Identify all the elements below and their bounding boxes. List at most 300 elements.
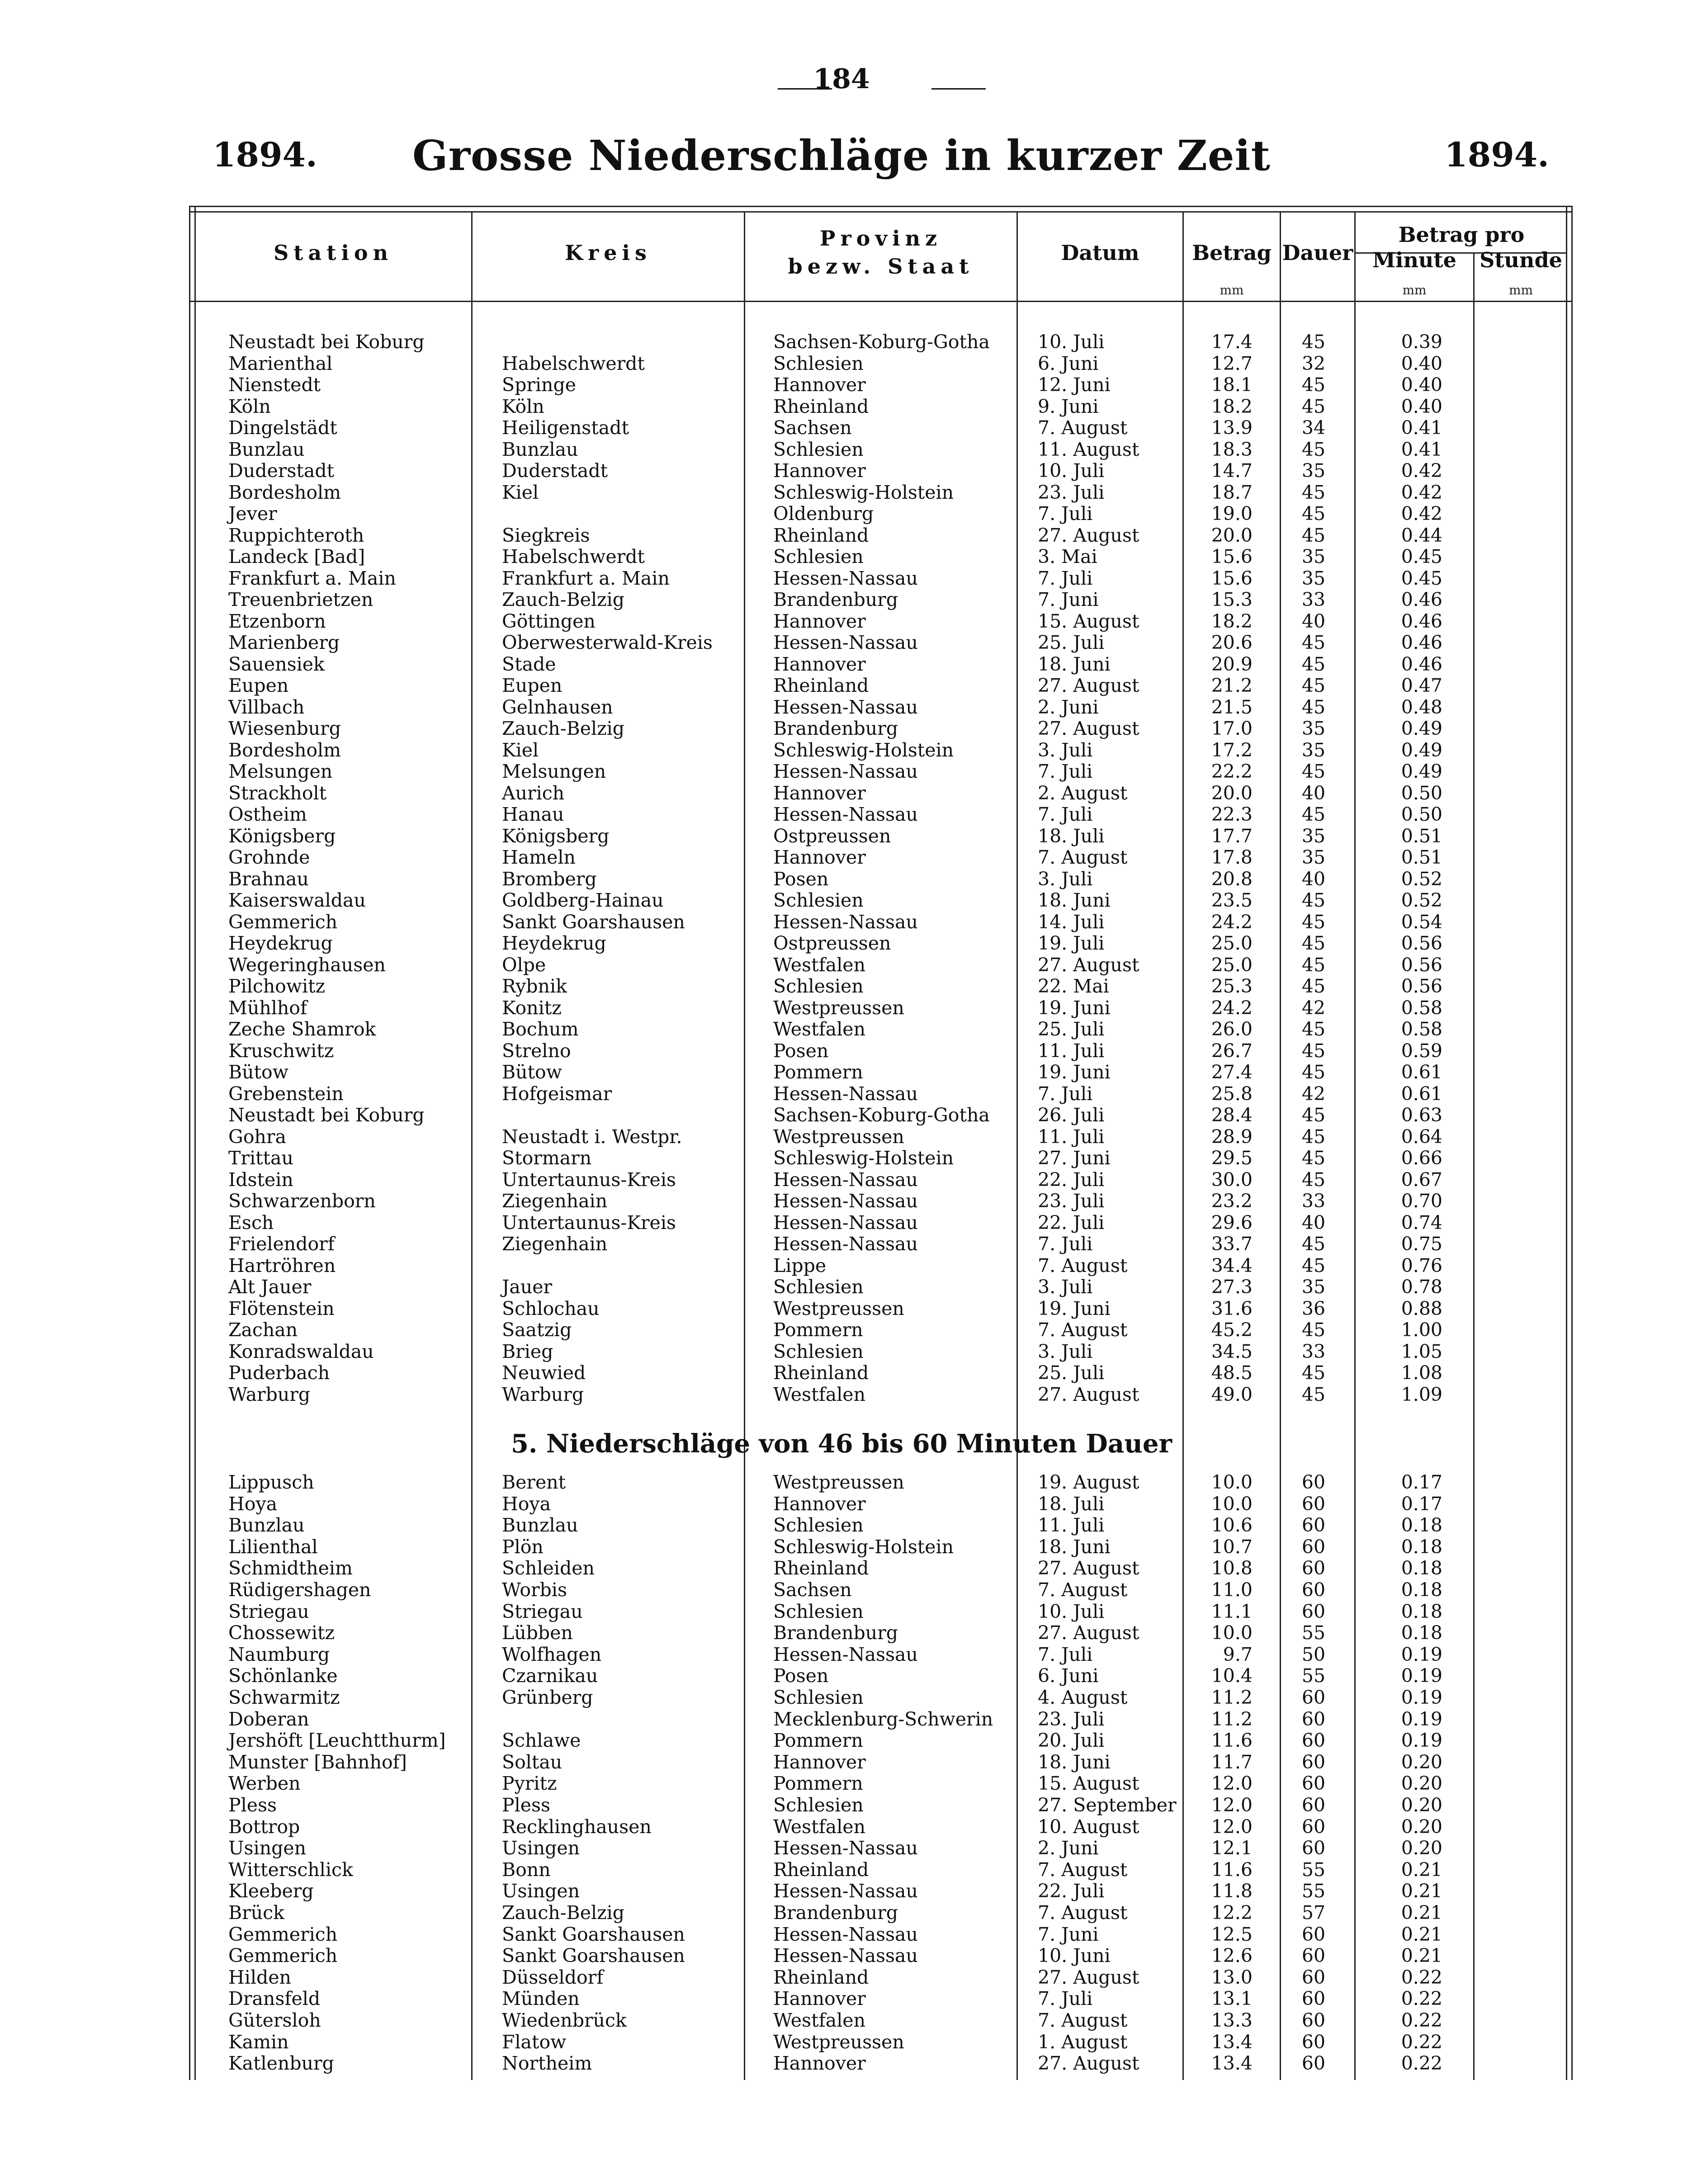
cell-kreis: Kiel — [502, 481, 539, 503]
table-row — [0, 1924, 1683, 1946]
cell-datum: 12. Juni — [1038, 374, 1111, 396]
cell-station: Zachan — [228, 1319, 298, 1341]
cell-betrag: 25.8 — [1211, 1083, 1253, 1105]
cell-minute: 0.51 — [1401, 825, 1442, 847]
table-row — [0, 396, 1683, 418]
cell-minute: 0.49 — [1401, 739, 1442, 761]
cell-provinz: Hannover — [773, 782, 866, 804]
cell-kreis: Düsseldorf — [502, 1966, 604, 1988]
cell-station: Treuenbrietzen — [228, 589, 373, 610]
cell-station: Marienberg — [228, 632, 340, 653]
table-row — [0, 1795, 1683, 1816]
table-row — [0, 1384, 1683, 1406]
cell-betrag: 13.9 — [1211, 417, 1253, 439]
cell-station: Chossewitz — [228, 1622, 335, 1644]
cell-kreis: Stormarn — [502, 1147, 592, 1169]
cell-datum: 27. August — [1038, 1966, 1139, 1988]
cell-datum: 18. Juli — [1038, 825, 1105, 847]
cell-provinz: Hannover — [773, 846, 866, 868]
cell-minute: 0.18 — [1401, 1600, 1442, 1622]
cell-minute: 0.41 — [1401, 438, 1442, 460]
cell-station: Idstein — [228, 1168, 293, 1191]
cell-kreis: Habelschwerdt — [502, 546, 645, 567]
cell-betrag: 20.9 — [1211, 653, 1253, 675]
table-row — [0, 1019, 1683, 1040]
cell-minute: 0.50 — [1401, 804, 1442, 825]
cell-datum: 7. August — [1038, 417, 1128, 439]
unit-minute: mm — [1402, 283, 1427, 298]
cell-betrag: 10.7 — [1211, 1536, 1253, 1558]
cell-betrag: 31.6 — [1211, 1297, 1253, 1319]
table-row — [0, 1515, 1683, 1536]
table-row — [0, 1665, 1683, 1687]
table-row — [0, 1040, 1683, 1062]
cell-datum: 1. August — [1038, 2031, 1128, 2053]
cell-dauer: 60 — [1301, 1945, 1326, 1967]
cell-minute: 0.63 — [1401, 1104, 1442, 1126]
cell-station: Schönlanke — [228, 1665, 338, 1687]
cell-minute: 0.52 — [1401, 889, 1442, 911]
table-row — [0, 1083, 1683, 1105]
cell-minute: 0.50 — [1401, 782, 1442, 804]
cell-minute: 0.17 — [1401, 1493, 1442, 1515]
cell-dauer: 34 — [1301, 417, 1326, 439]
cell-minute: 0.20 — [1401, 1773, 1442, 1795]
cell-station: Brück — [228, 1902, 284, 1924]
cell-kreis: Zauch-Belzig — [502, 1902, 625, 1924]
cell-dauer: 33 — [1301, 1340, 1326, 1362]
cell-kreis: Jauer — [502, 1276, 553, 1298]
cell-minute: 0.21 — [1401, 1945, 1442, 1967]
cell-minute: 0.42 — [1401, 481, 1442, 503]
cell-datum: 27. August — [1038, 1557, 1139, 1579]
cell-kreis: Siegkreis — [502, 524, 590, 546]
cell-minute: 0.39 — [1401, 331, 1442, 353]
cell-station: Munster [Bahnhof] — [228, 1751, 407, 1773]
cell-station: Flötenstein — [228, 1297, 335, 1319]
cell-datum: 2. August — [1038, 782, 1128, 804]
table-row — [0, 1967, 1683, 1989]
cell-station: Schwarzenborn — [228, 1190, 376, 1212]
cell-minute: 0.22 — [1401, 2009, 1442, 2031]
cell-betrag: 45.2 — [1211, 1319, 1253, 1341]
cell-minute: 0.64 — [1401, 1125, 1442, 1148]
cell-kreis: Neustadt i. Westpr. — [502, 1125, 682, 1148]
cell-station: Lilienthal — [228, 1536, 318, 1558]
cell-datum: 7. Juli — [1038, 1083, 1093, 1105]
cell-dauer: 45 — [1301, 503, 1326, 525]
cell-station: Usingen — [228, 1837, 307, 1859]
cell-provinz: Lippe — [773, 1254, 827, 1276]
cell-kreis: Plön — [502, 1536, 544, 1558]
cell-dauer: 42 — [1301, 1083, 1326, 1105]
table-row — [0, 1988, 1683, 2010]
cell-station: Gohra — [228, 1125, 286, 1148]
cell-station: Lippusch — [228, 1471, 314, 1493]
cell-station: Rüdigershagen — [228, 1579, 371, 1601]
cell-betrag: 12.0 — [1211, 1773, 1253, 1795]
cell-station: Wiesenburg — [228, 718, 341, 739]
cell-provinz: Schlesien — [773, 975, 864, 997]
cell-minute: 0.75 — [1401, 1233, 1442, 1255]
cell-betrag: 13.0 — [1211, 1966, 1253, 1988]
cell-kreis: Strelno — [502, 1040, 571, 1062]
cell-kreis: Aurich — [502, 782, 565, 804]
cell-station: Hilden — [228, 1966, 291, 1988]
table-row — [0, 1558, 1683, 1579]
cell-datum: 7. August — [1038, 1902, 1128, 1924]
cell-betrag: 49.0 — [1211, 1383, 1253, 1405]
cell-kreis: Stade — [502, 653, 556, 675]
cell-kreis: Saatzig — [502, 1319, 572, 1341]
cell-dauer: 60 — [1301, 1471, 1326, 1493]
cell-datum: 7. August — [1038, 1319, 1128, 1341]
cell-dauer: 45 — [1301, 932, 1326, 954]
cell-station: Bunzlau — [228, 1514, 305, 1536]
table-row — [0, 761, 1683, 783]
cell-station: Strackholt — [228, 782, 327, 804]
cell-kreis: Eupen — [502, 675, 563, 696]
cell-betrag: 22.3 — [1211, 804, 1253, 825]
cell-dauer: 60 — [1301, 1773, 1326, 1795]
cell-datum: 3. Juli — [1038, 1276, 1093, 1298]
cell-betrag: 25.0 — [1211, 932, 1253, 954]
cell-betrag: 29.6 — [1211, 1211, 1253, 1234]
cell-dauer: 55 — [1301, 1622, 1326, 1644]
table-row — [0, 955, 1683, 976]
cell-provinz: Westfalen — [773, 1815, 865, 1838]
cell-dauer: 45 — [1301, 1061, 1326, 1083]
cell-dauer: 35 — [1301, 846, 1326, 868]
cell-datum: 27. Juni — [1038, 1147, 1111, 1169]
table-row — [0, 1752, 1683, 1773]
table-row — [0, 546, 1683, 568]
cell-dauer: 45 — [1301, 632, 1326, 653]
cell-datum: 7. August — [1038, 846, 1128, 868]
cell-provinz: Westfalen — [773, 1383, 865, 1405]
table-row — [0, 1945, 1683, 1967]
cell-provinz: Hannover — [773, 2052, 866, 2075]
cell-betrag: 30.0 — [1211, 1168, 1253, 1191]
cell-minute: 0.51 — [1401, 846, 1442, 868]
cell-betrag: 25.0 — [1211, 954, 1253, 976]
cell-dauer: 36 — [1301, 1297, 1326, 1319]
cell-betrag: 18.1 — [1211, 374, 1253, 396]
cell-dauer: 35 — [1301, 1276, 1326, 1298]
cell-kreis: Köln — [502, 395, 544, 417]
cell-betrag: 11.8 — [1211, 1880, 1253, 1902]
page-number-dash-right — [931, 88, 986, 90]
table-row — [0, 1644, 1683, 1666]
cell-dauer: 55 — [1301, 1880, 1326, 1902]
cell-station: Etzenborn — [228, 610, 326, 632]
cell-dauer: 60 — [1301, 1579, 1326, 1601]
cell-datum: 3. Mai — [1038, 546, 1097, 567]
cell-provinz: Rheinland — [773, 1966, 869, 1988]
cell-betrag: 12.0 — [1211, 1815, 1253, 1838]
cell-minute: 0.18 — [1401, 1536, 1442, 1558]
cell-datum: 14. Juli — [1038, 911, 1105, 933]
cell-station: Gemmerich — [228, 911, 338, 933]
cell-station: Kruschwitz — [228, 1040, 334, 1062]
cell-dauer: 45 — [1301, 696, 1326, 718]
cell-minute: 0.61 — [1401, 1061, 1442, 1083]
cell-minute: 0.70 — [1401, 1190, 1442, 1212]
cell-betrag: 13.3 — [1211, 2009, 1253, 2031]
cell-station: Landeck [Bad] — [228, 546, 365, 567]
cell-betrag: 20.8 — [1211, 868, 1253, 890]
cell-betrag: 14.7 — [1211, 460, 1253, 482]
table-row — [0, 1105, 1683, 1126]
cell-provinz: Hessen-Nassau — [773, 696, 918, 718]
cell-kreis: Berent — [502, 1471, 566, 1493]
cell-station: Ruppichteroth — [228, 524, 364, 546]
cell-minute: 0.20 — [1401, 1751, 1442, 1773]
cell-betrag: 17.0 — [1211, 718, 1253, 739]
cell-kreis: Heiligenstadt — [502, 417, 629, 439]
cell-datum: 3. Juli — [1038, 739, 1093, 761]
cell-station: Bütow — [228, 1061, 288, 1083]
cell-dauer: 60 — [1301, 1837, 1326, 1859]
cell-provinz: Hannover — [773, 1988, 866, 2010]
cell-datum: 25. Juli — [1038, 632, 1105, 653]
cell-provinz: Ostpreussen — [773, 932, 891, 954]
cell-datum: 20. Juli — [1038, 1730, 1105, 1752]
cell-betrag: 26.7 — [1211, 1040, 1253, 1062]
cell-provinz: Hessen-Nassau — [773, 1643, 918, 1665]
cell-datum: 18. Juni — [1038, 653, 1111, 675]
cell-dauer: 60 — [1301, 1923, 1326, 1945]
table-row — [0, 1622, 1683, 1644]
table-row — [0, 1838, 1683, 1859]
cell-provinz: Posen — [773, 1040, 829, 1062]
cell-kreis: Usingen — [502, 1837, 580, 1859]
table-row — [0, 1255, 1683, 1277]
cell-minute: 0.66 — [1401, 1147, 1442, 1169]
cell-betrag: 15.3 — [1211, 589, 1253, 610]
cell-station: Bunzlau — [228, 438, 305, 460]
cell-datum: 4. August — [1038, 1687, 1128, 1708]
cell-dauer: 45 — [1301, 1362, 1326, 1384]
cell-dauer: 57 — [1301, 1902, 1326, 1924]
cell-datum: 7. Juni — [1038, 1923, 1099, 1945]
cell-minute: 0.18 — [1401, 1579, 1442, 1601]
cell-datum: 18. Juni — [1038, 1536, 1111, 1558]
cell-kreis: Sankt Goarshausen — [502, 1923, 685, 1945]
table-border-top-inner — [189, 211, 1573, 213]
cell-kreis: Goldberg-Hainau — [502, 889, 664, 911]
table-row — [0, 1148, 1683, 1169]
cell-provinz: Pommern — [773, 1730, 863, 1752]
table-row — [0, 1276, 1683, 1298]
cell-station: Katlenburg — [228, 2052, 334, 2075]
cell-station: Heydekrug — [228, 932, 333, 954]
cell-betrag: 20.0 — [1211, 782, 1253, 804]
cell-provinz: Schlesien — [773, 889, 864, 911]
cell-dauer: 60 — [1301, 2031, 1326, 2053]
cell-betrag: 24.2 — [1211, 997, 1253, 1019]
cell-betrag: 10.0 — [1211, 1622, 1253, 1644]
table-row — [0, 482, 1683, 504]
table-row — [0, 1579, 1683, 1601]
header-minute: Minute — [1372, 248, 1456, 272]
cell-station: Frielendorf — [228, 1233, 335, 1255]
cell-kreis: Zauch-Belzig — [502, 718, 625, 739]
cell-kreis: Heydekrug — [502, 932, 606, 954]
cell-minute: 0.19 — [1401, 1730, 1442, 1752]
cell-datum: 10. Juli — [1038, 460, 1105, 482]
cell-dauer: 60 — [1301, 1966, 1326, 1988]
cell-datum: 7. Juli — [1038, 1233, 1093, 1255]
cell-minute: 0.21 — [1401, 1902, 1442, 1924]
cell-minute: 0.42 — [1401, 503, 1442, 525]
cell-station: Bordesholm — [228, 481, 341, 503]
table-row — [0, 1062, 1683, 1083]
cell-betrag: 10.6 — [1211, 1514, 1253, 1536]
table-row — [0, 1709, 1683, 1730]
cell-datum: 26. Juli — [1038, 1104, 1105, 1126]
cell-betrag: 15.6 — [1211, 567, 1253, 589]
page-title: Grosse Niederschläge in kurzer Zeit — [412, 131, 1271, 180]
table-row — [0, 890, 1683, 912]
cell-provinz: Schlesien — [773, 546, 864, 567]
cell-kreis: Münden — [502, 1988, 580, 2010]
cell-datum: 19. Juni — [1038, 1061, 1111, 1083]
header-station: Station — [273, 241, 393, 265]
cell-minute: 0.46 — [1401, 589, 1442, 610]
cell-provinz: Rheinland — [773, 1557, 869, 1579]
cell-provinz: Hessen-Nassau — [773, 1190, 918, 1212]
cell-kreis: Olpe — [502, 954, 546, 976]
cell-station: Werben — [228, 1773, 301, 1795]
cell-dauer: 40 — [1301, 782, 1326, 804]
cell-betrag: 33.7 — [1211, 1233, 1253, 1255]
cell-provinz: Schleswig-Holstein — [773, 1147, 954, 1169]
cell-minute: 0.56 — [1401, 932, 1442, 954]
cell-provinz: Ostpreussen — [773, 825, 891, 847]
cell-provinz: Brandenburg — [773, 1622, 898, 1644]
cell-betrag: 12.6 — [1211, 1945, 1253, 1967]
cell-minute: 0.19 — [1401, 1665, 1442, 1687]
cell-provinz: Westpreussen — [773, 997, 904, 1019]
cell-minute: 0.58 — [1401, 997, 1442, 1019]
cell-datum: 19. Juli — [1038, 932, 1105, 954]
cell-provinz: Hessen-Nassau — [773, 1083, 918, 1105]
cell-station: Esch — [228, 1211, 274, 1234]
cell-datum: 10. August — [1038, 1815, 1139, 1838]
table-row — [0, 740, 1683, 761]
cell-minute: 0.49 — [1401, 718, 1442, 739]
cell-datum: 19. August — [1038, 1471, 1139, 1493]
cell-minute: 0.20 — [1401, 1837, 1442, 1859]
cell-betrag: 13.4 — [1211, 2052, 1253, 2075]
cell-dauer: 45 — [1301, 481, 1326, 503]
cell-betrag: 18.2 — [1211, 610, 1253, 632]
cell-kreis: Ziegenhain — [502, 1190, 608, 1212]
cell-station: Alt Jauer — [228, 1276, 312, 1298]
cell-datum: 7. Juli — [1038, 567, 1093, 589]
cell-minute: 0.45 — [1401, 567, 1442, 589]
cell-provinz: Sachsen — [773, 417, 852, 439]
cell-kreis: Wolfhagen — [502, 1643, 602, 1665]
cell-betrag: 26.0 — [1211, 1018, 1253, 1040]
cell-kreis: Bochum — [502, 1018, 579, 1040]
cell-station: Kaiserswaldau — [228, 889, 366, 911]
cell-datum: 2. Juni — [1038, 696, 1099, 718]
table-row — [0, 1126, 1683, 1148]
cell-betrag: 34.4 — [1211, 1254, 1253, 1276]
cell-minute: 0.59 — [1401, 1040, 1442, 1062]
cell-station: Frankfurt a. Main — [228, 567, 396, 589]
cell-minute: 0.74 — [1401, 1211, 1442, 1234]
cell-datum: 27. August — [1038, 2052, 1139, 2075]
cell-kreis: Göttingen — [502, 610, 596, 632]
cell-provinz: Schlesien — [773, 1276, 864, 1298]
table-row — [0, 353, 1683, 375]
cell-provinz: Hessen-Nassau — [773, 761, 918, 782]
cell-provinz: Hessen-Nassau — [773, 1923, 918, 1945]
cell-station: Konradswaldau — [228, 1340, 374, 1362]
cell-minute: 0.21 — [1401, 1858, 1442, 1881]
cell-kreis: Brieg — [502, 1340, 553, 1362]
table-border-top — [189, 206, 1573, 207]
cell-dauer: 45 — [1301, 1125, 1326, 1148]
cell-provinz: Westpreussen — [773, 2031, 904, 2053]
table-row — [0, 1191, 1683, 1212]
cell-minute: 0.18 — [1401, 1622, 1442, 1644]
cell-station: Brahnau — [228, 868, 309, 890]
cell-datum: 18. Juli — [1038, 1493, 1105, 1515]
cell-kreis: Bütow — [502, 1061, 562, 1083]
cell-station: Grohnde — [228, 846, 310, 868]
cell-betrag: 22.2 — [1211, 761, 1253, 782]
table-row — [0, 697, 1683, 719]
cell-station: Ostheim — [228, 804, 307, 825]
cell-betrag: 10.8 — [1211, 1557, 1253, 1579]
cell-datum: 7. Juli — [1038, 804, 1093, 825]
cell-dauer: 60 — [1301, 1708, 1326, 1730]
cell-betrag: 17.8 — [1211, 846, 1253, 868]
cell-station: Jever — [228, 503, 277, 525]
cell-betrag: 12.7 — [1211, 352, 1253, 374]
cell-datum: 22. Juli — [1038, 1211, 1105, 1234]
cell-dauer: 55 — [1301, 1665, 1326, 1687]
cell-datum: 19. Juni — [1038, 1297, 1111, 1319]
cell-provinz: Hessen-Nassau — [773, 632, 918, 653]
page-number: 184 — [813, 63, 870, 95]
cell-betrag: 11.0 — [1211, 1579, 1253, 1601]
cell-minute: 0.20 — [1401, 1794, 1442, 1816]
cell-minute: 0.21 — [1401, 1923, 1442, 1945]
table-row — [0, 331, 1683, 353]
cell-station: Melsungen — [228, 761, 333, 782]
cell-minute: 0.78 — [1401, 1276, 1442, 1298]
year-right: 1894. — [1444, 136, 1549, 175]
cell-kreis: Untertaunus-Kreis — [502, 1211, 676, 1234]
cell-kreis: Pyritz — [502, 1773, 557, 1795]
cell-dauer: 45 — [1301, 1168, 1326, 1191]
cell-provinz: Oldenburg — [773, 503, 874, 525]
cell-betrag: 20.6 — [1211, 632, 1253, 653]
cell-datum: 27. August — [1038, 675, 1139, 696]
cell-minute: 0.45 — [1401, 546, 1442, 567]
cell-dauer: 45 — [1301, 653, 1326, 675]
cell-kreis: Springe — [502, 374, 576, 396]
cell-minute: 0.42 — [1401, 460, 1442, 482]
cell-station: Striegau — [228, 1600, 309, 1622]
table-row — [0, 675, 1683, 697]
table-row — [0, 1472, 1683, 1494]
